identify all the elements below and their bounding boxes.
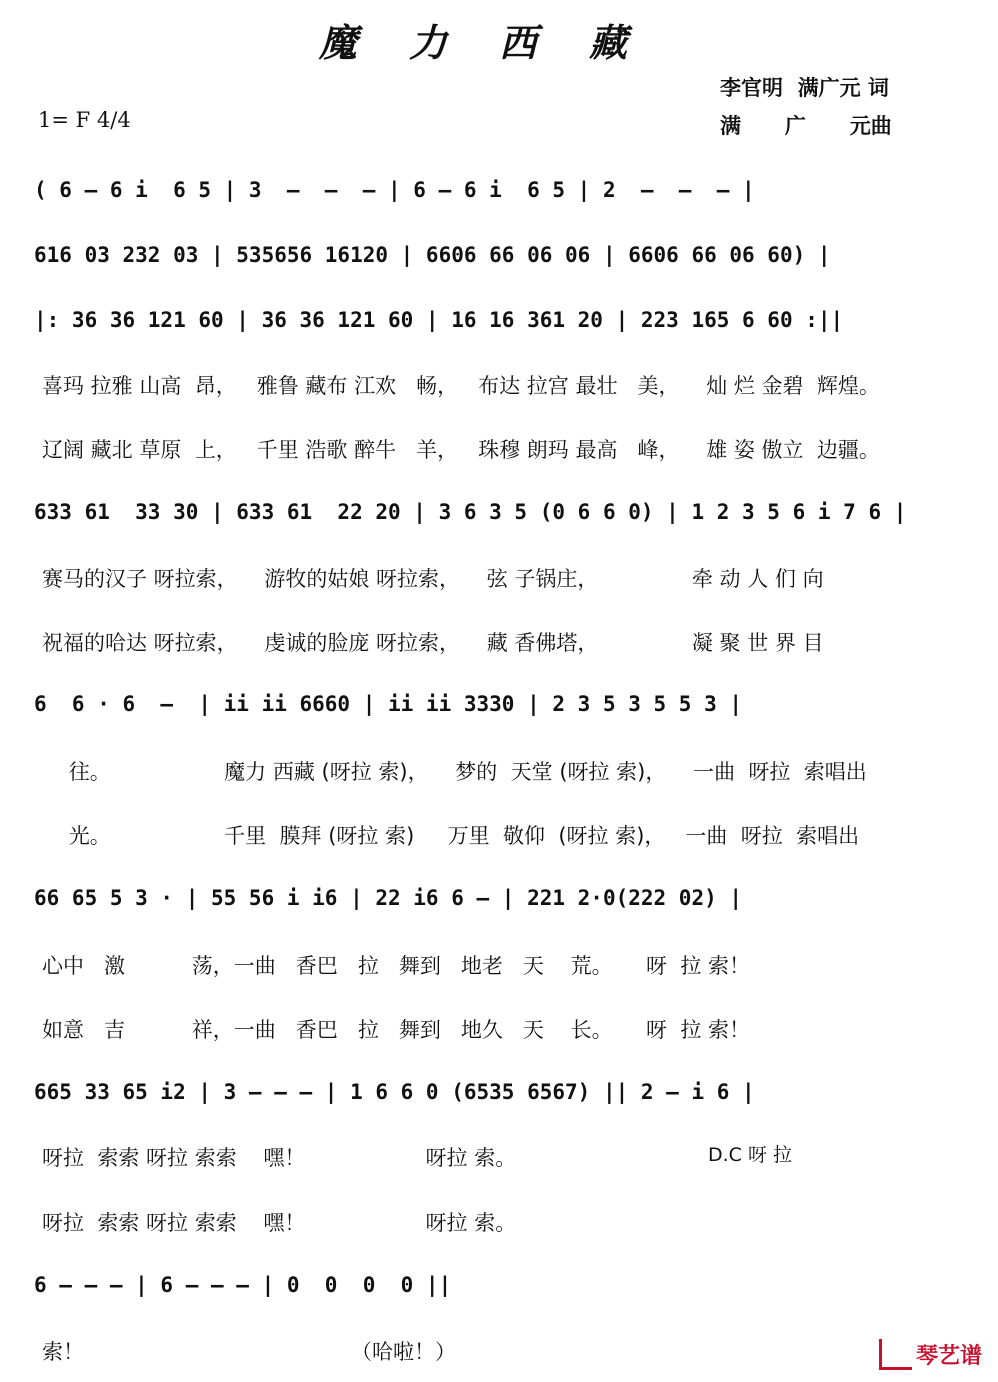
lyricist-credit: 李官明 满广元 词 <box>720 76 889 100</box>
notation-row-5: 6 6 · 6 — | ii ii 6660 | ii ii 3330 | 2 3 5 3 5 5 3 | <box>34 692 743 716</box>
lyric-line-1: 喜玛 拉雅 山高 昂， 雅鲁 藏布 江欢 畅， 布达 拉宫 最壮 美， 灿 烂 金碧 辉煌。 <box>42 374 880 398</box>
lyric-line-10: 呀拉 索索 呀拉 索索 嘿！ 呀拉 索。 <box>42 1211 517 1235</box>
lyric-line-9: 呀拉 索索 呀拉 索索 嘿！ 呀拉 索。 <box>42 1146 517 1170</box>
logo-icon <box>879 1339 912 1370</box>
notation-row-1: ( 6 — 6 i 6 5 | 3 — — — | 6 — 6 i 6 5 | 2 — — — | <box>34 178 755 202</box>
composer-credit: 满 广 元曲 <box>720 114 892 138</box>
key-signature: 1= F 4/4 <box>38 108 131 132</box>
lyric-line-2: 辽阔 藏北 草原 上， 千里 浩歌 醉牛 羊， 珠穆 朗玛 最高 峰， 雄 姿 傲立 边疆。 <box>42 438 880 462</box>
lyric-line-3: 赛马的汉子 呀拉索， 游牧的姑娘 呀拉索， 弦 子锅庄， 牵 动 人 们 向 <box>42 567 824 591</box>
lyric-line-5: 往。 魔力 西藏 (呀拉 索)， 梦的 天堂 (呀拉 索)， 一曲 呀拉 索唱出 <box>42 760 867 784</box>
lyric-line-4: 祝福的哈达 呀拉索， 虔诚的脸庞 呀拉索， 藏 香佛塔， 凝 聚 世 界 目 <box>42 631 824 655</box>
lyric-line-11: 索！ （哈啦！） <box>42 1340 457 1364</box>
lyric-line-6: 光。 千里 膜拜 (呀拉 索) 万里 敬仰 (呀拉 索)， 一曲 呀拉 索唱出 <box>42 824 860 848</box>
site-logo <box>879 1339 982 1370</box>
song-title: 魔力西藏 <box>318 20 679 65</box>
notation-row-6: 66 65 5 3 · | 55 56 i i6 | 22 i6 6 — | 221 2·0(222 02) | <box>34 886 743 910</box>
lyric-line-7: 心中 激 荡，一曲 香巴 拉 舞到 地老 天 荒。 呀 拉 索！ <box>42 954 751 978</box>
lyric-line-8: 如意 吉 祥，一曲 香巴 拉 舞到 地久 天 长。 呀 拉 索！ <box>42 1018 751 1042</box>
notation-row-2: 616 03 232 03 | 535656 16120 | 6606 66 06 06 | 6606 66 06 60) | <box>34 243 831 267</box>
notation-row-8: 6 — — — | 6 — — — | 0 0 0 0 || <box>34 1273 452 1297</box>
dc-marking: D.C 呀 拉 <box>708 1144 793 1166</box>
notation-row-7: 665 33 65 i2 | 3 — — — | 1 6 6 0 (6535 6567) || 2 — i 6 | <box>34 1080 755 1104</box>
notation-row-4: 633 61 33 30 | 633 61 22 20 | 3 6 3 5 (0 6 6 0) | 1 2 3 5 6 i 7 6 | <box>34 500 907 524</box>
logo-text: 琴艺谱 <box>915 1344 982 1369</box>
notation-row-3: |: 36 36 121 60 | 36 36 121 60 | 16 16 361 20 | 223 165 6 60 :|| <box>34 308 844 332</box>
